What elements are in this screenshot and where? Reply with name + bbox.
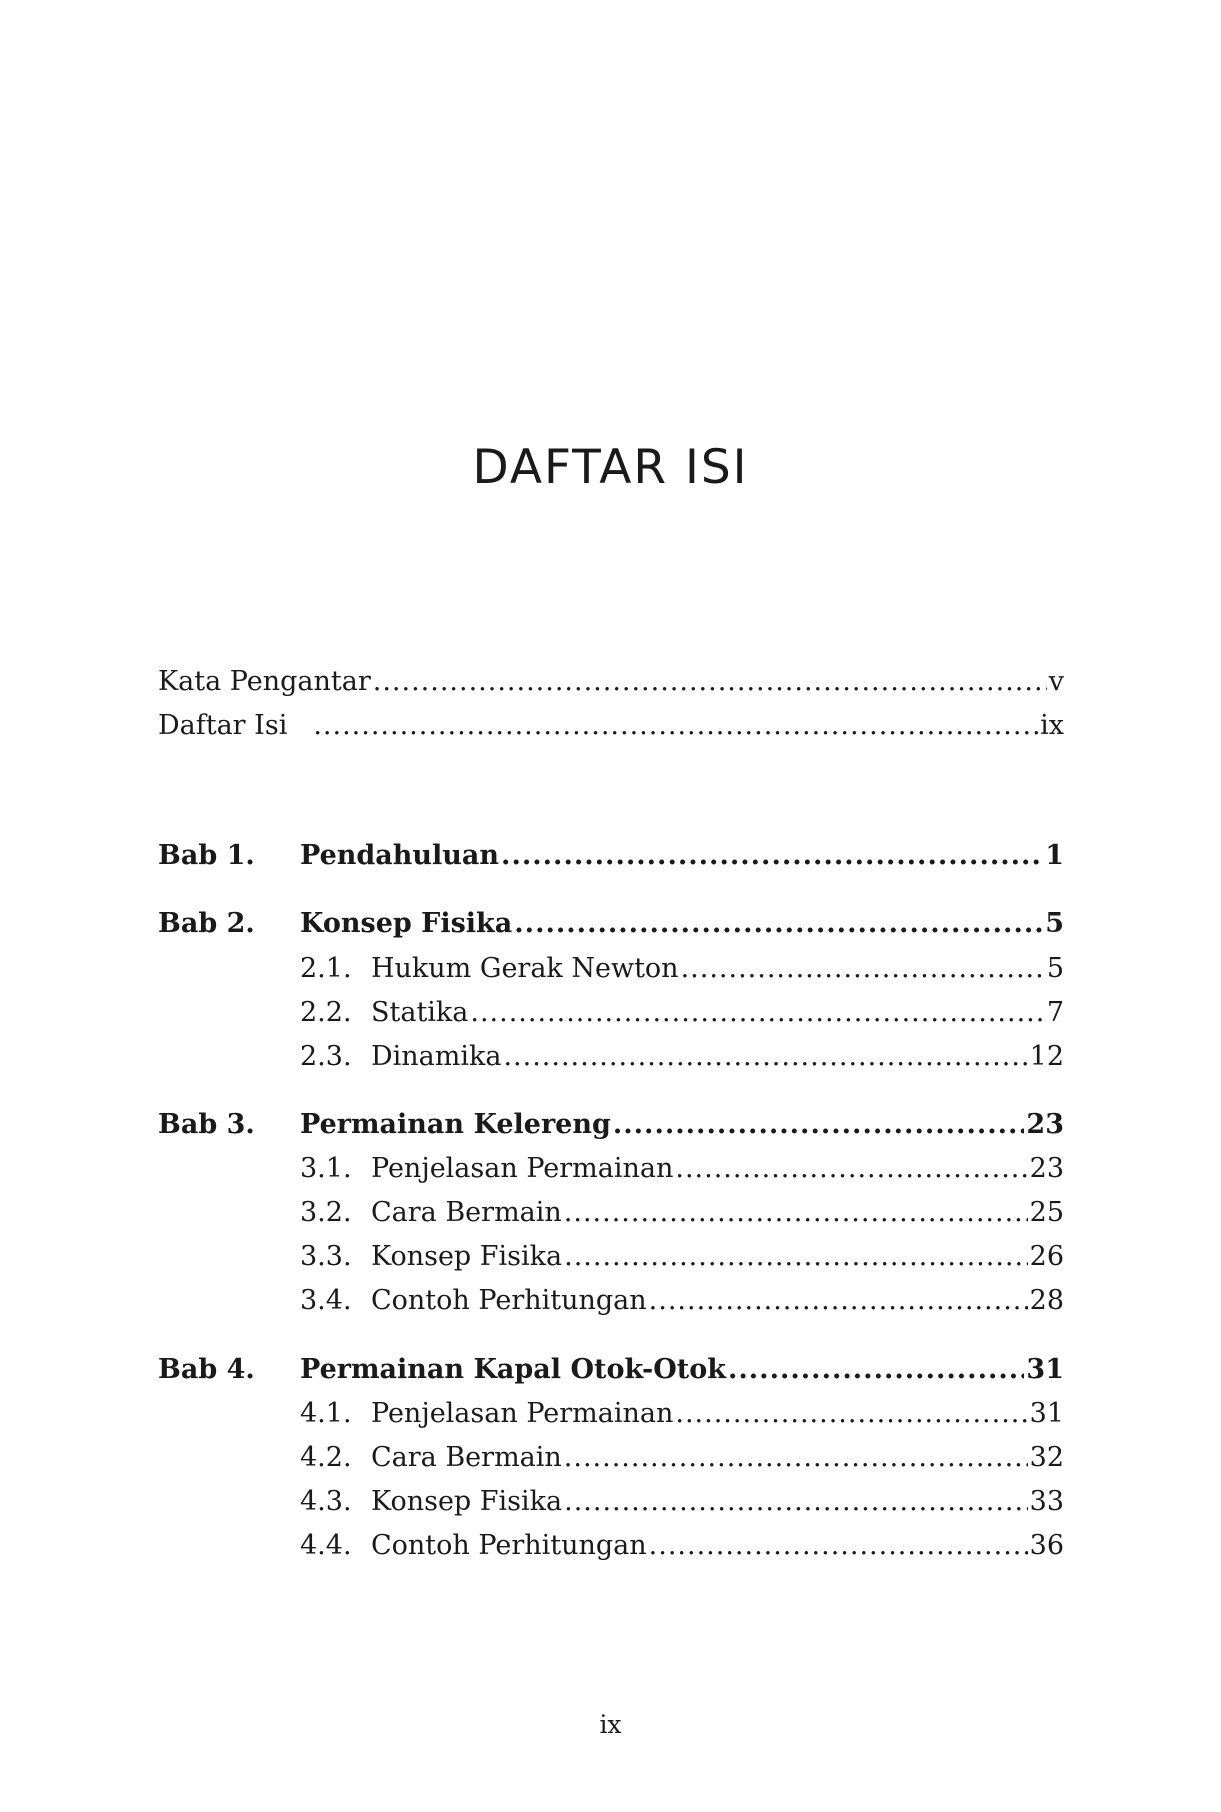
section-number: 3.3. [300, 1241, 352, 1272]
toc-section-3-2[interactable] [158, 1193, 1064, 1233]
section-page: 5 [1046, 953, 1064, 984]
section-page: 31 [1029, 1398, 1064, 1429]
toc-chapter-3[interactable] [158, 1105, 1064, 1145]
section-number: 3.2. [300, 1197, 352, 1228]
section-number: 4.3. [300, 1486, 352, 1517]
chapter-number: Bab 4. [158, 1354, 255, 1385]
toc-section-4-3[interactable] [158, 1482, 1064, 1522]
dot-leader [564, 1438, 1028, 1478]
chapter-title: Pendahuluan [300, 840, 500, 871]
dot-leader [564, 1482, 1028, 1522]
toc-entry-kata-pengantar[interactable] [158, 662, 1064, 702]
section-title: Contoh Perhitungan [371, 1285, 647, 1316]
dot-leader [470, 993, 1044, 1033]
section-number: 4.2. [300, 1442, 352, 1473]
section-page: 26 [1029, 1241, 1064, 1272]
section-title: Hukum Gerak Newton [371, 953, 679, 984]
chapter-page: 1 [1045, 840, 1064, 871]
section-page: 23 [1029, 1153, 1064, 1184]
chapter-number: Bab 3. [158, 1109, 255, 1140]
dot-leader [373, 662, 1047, 702]
toc-section-4-4[interactable] [158, 1526, 1064, 1566]
dot-leader [675, 1394, 1027, 1434]
toc-section-4-1[interactable] [158, 1394, 1064, 1434]
section-page: 25 [1029, 1197, 1064, 1228]
section-page: 28 [1029, 1285, 1064, 1316]
toc-section-3-3[interactable] [158, 1237, 1064, 1277]
toc-chapter-4[interactable] [158, 1350, 1064, 1390]
dot-leader [514, 904, 1043, 944]
section-number: 2.1. [300, 953, 352, 984]
chapter-page: 5 [1045, 908, 1064, 939]
dot-leader [681, 949, 1045, 989]
dot-leader [675, 1149, 1027, 1189]
dot-leader [649, 1281, 1028, 1321]
section-page: 32 [1029, 1442, 1064, 1473]
toc-section-2-3[interactable] [158, 1037, 1064, 1077]
toc-entry-label: Daftar Isi [158, 710, 288, 741]
dot-leader [503, 1037, 1027, 1077]
toc-entry-page: v [1048, 666, 1064, 697]
section-title: Cara Bermain [371, 1197, 562, 1228]
section-title: Cara Bermain [371, 1442, 562, 1473]
chapter-page: 31 [1026, 1354, 1064, 1385]
section-title: Penjelasan Permainan [371, 1398, 674, 1429]
section-page: 33 [1029, 1486, 1064, 1517]
section-page: 36 [1029, 1530, 1064, 1561]
chapter-number: Bab 1. [158, 840, 255, 871]
dot-leader [564, 1193, 1028, 1233]
toc-section-4-2[interactable] [158, 1438, 1064, 1478]
toc-chapter-2[interactable] [158, 904, 1064, 944]
section-title: Contoh Perhitungan [371, 1530, 647, 1561]
section-number: 2.3. [300, 1041, 352, 1072]
section-number: 4.1. [300, 1398, 352, 1429]
toc-chapter-1[interactable] [158, 836, 1064, 876]
section-title: Konsep Fisika [371, 1486, 563, 1517]
toc-section-3-4[interactable] [158, 1281, 1064, 1321]
section-title: Penjelasan Permainan [371, 1153, 674, 1184]
toc-entry-label: Kata Pengantar [158, 666, 371, 697]
section-page: 7 [1046, 997, 1064, 1028]
section-number: 4.4. [300, 1530, 352, 1561]
page-number: ix [599, 1710, 622, 1739]
toc-entry-page: ix [1040, 710, 1064, 741]
section-number: 2.2. [300, 997, 352, 1028]
dot-leader [613, 1105, 1025, 1145]
toc-section-2-2[interactable] [158, 993, 1064, 1033]
chapter-title: Konsep Fisika [300, 908, 513, 939]
chapter-number: Bab 2. [158, 908, 255, 939]
toc-entry-daftar-isi[interactable] [158, 706, 1064, 746]
dot-leader [501, 836, 1043, 876]
dot-leader [649, 1526, 1028, 1566]
section-title: Statika [371, 997, 469, 1028]
chapter-title: Permainan Kelereng [300, 1109, 611, 1140]
toc-section-2-1[interactable] [158, 949, 1064, 989]
toc-section-3-1[interactable] [158, 1149, 1064, 1189]
section-title: Konsep Fisika [371, 1241, 563, 1272]
page-title: DAFTAR ISI [472, 440, 749, 495]
section-number: 3.4. [300, 1285, 352, 1316]
chapter-page: 23 [1026, 1109, 1064, 1140]
dot-leader [564, 1237, 1028, 1277]
section-number: 3.1. [300, 1153, 352, 1184]
section-title: Dinamika [371, 1041, 502, 1072]
section-page: 12 [1029, 1041, 1064, 1072]
dot-leader [313, 706, 1038, 746]
chapter-title: Permainan Kapal Otok-Otok [300, 1354, 726, 1385]
dot-leader [728, 1350, 1024, 1390]
